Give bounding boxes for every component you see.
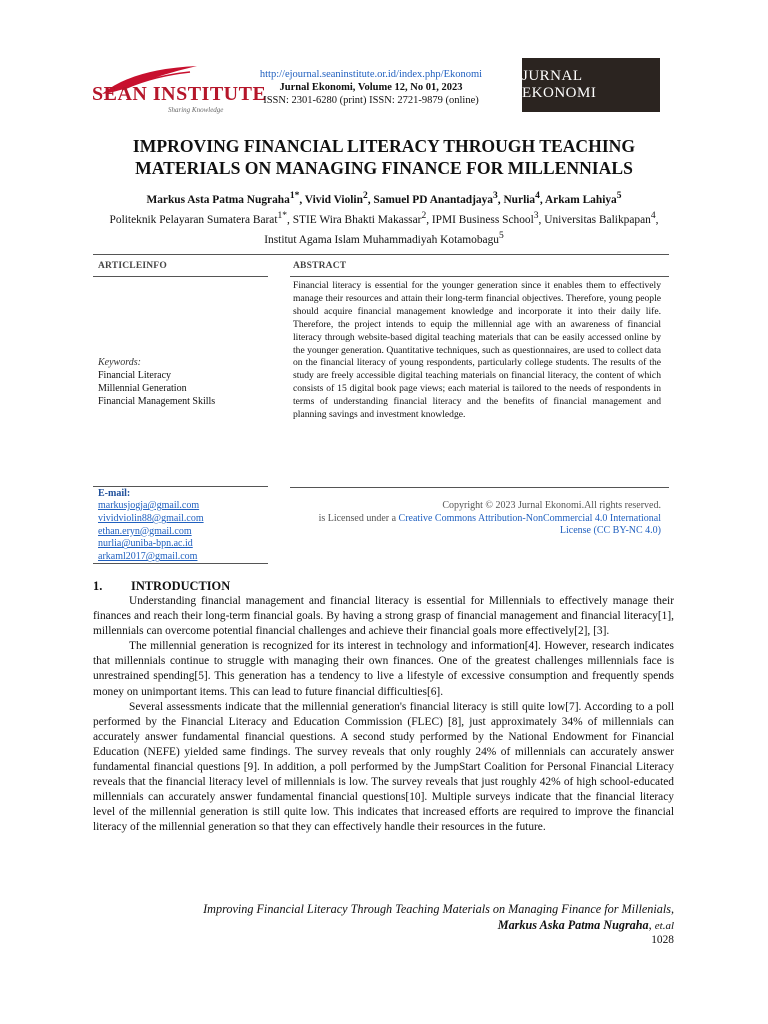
article-info-label: ARTICLEINFO: [98, 261, 167, 271]
author-list: Markus Asta Patma Nugraha$^{1*}$, Vivid Violin$^2$, Samuel PD Anantadjaya$^3$, Nurlia$^4$, Arkam Lahiya$^5$: [146, 191, 622, 206]
paragraph: The millennial generation is recognized for its interest in technology and information[4]. However, research indicates that millennials continue to struggle with managing their own finances. One of the greatest challenges millennials face is unrestrained spending[5]. This generation has a tendency to live a lifestyle of excessive consumption and frequently spends money on unimportant items. This can lead to future financial difficulties[6].: [93, 640, 674, 698]
affiliations: Politeknik Pelayaran Sumatera Barat$^{1*}$, STIE Wira Bhakti Makassar$^2$, IPMI Business School$^3$, Universitas Balikpapan$^4$, Institut Agama Islam Muhammadiyah Kotamobagu$^5$: [109, 211, 659, 246]
email-list: [98, 500, 204, 564]
keyword-item: Financial Literacy: [98, 370, 172, 381]
running-title: Improving Financial Literacy Through Teaching Materials on Managing Finance for Millenials,: [203, 902, 674, 916]
introduction-body: [93, 594, 674, 836]
email-link[interactable]: nurlia@uniba-bpn.ac.id: [98, 538, 193, 550]
keyword-list: [98, 369, 215, 408]
keyword-item: Financial Management Skills: [98, 396, 216, 407]
email-link[interactable]: arkaml2017@gmail.com: [98, 551, 198, 563]
running-author-name: Markus Aska Patma Nugraha: [497, 918, 649, 932]
journal-badge: JURNAL EKONOMI: [522, 58, 660, 112]
logo-text: SEAN INSTITUTE: [92, 83, 267, 105]
table-top-rule: [93, 254, 669, 255]
running-author: Markus Aska Patma Nugraha, et.al: [497, 918, 674, 932]
keywords-label: Keywords:: [98, 357, 141, 368]
journal-volume: Jurnal Ekonomi, Volume 12, No 01, 2023: [279, 82, 463, 93]
paper-title: IMPROVING FINANCIAL LITERACY THROUGH TEACHING MATERIALS ON MANAGING FINANCE FOR MILLENNIALS: [132, 136, 636, 178]
paragraph: Understanding financial management and financial literacy is essential for Millennials to effectively manage their finances and reach their long-term financial goals. By having a strong grasp of financial management and financial literacy[1], millennials can overcome potential financial challenges and achieve their financial goals more effectively[2], [3].: [93, 595, 674, 638]
email-label: E-mail:: [98, 488, 131, 499]
journal-issn: ISSN: 2301-6280 (print) ISSN: 2721-9879 (online): [263, 95, 479, 106]
paragraph: Several assessments indicate that the millennial generation's financial literacy is still quite low[7]. According to a poll performed by the Financial Literacy and Education Commission (FLEC) [8], just approximately 34% of millennials can accurately answer fundamental financial questions. A second study performed by the National Endowment for Financial Education (NEFE) yielded same findings. The survey reveals that only roughly 24% of millennials can accurately answer fundamental financial questions [9]. In addition, a poll performed by the JumpStart Coalition for Personal Financial Literacy reveals that the financial literacy level of millennials is low. The survey reveals that just roughly 42% of high school-educated millennials can accurately answer fundamental financial questions[10]. Multiple surveys indicate that the financial literacy level of the millennial generation is still quite low. This indicates that increased efforts are required to improve the financial literacy of the millennial generation so that they can effectively handle their resources in the future.: [93, 700, 674, 834]
abstract-label: ABSTRACT: [293, 261, 347, 271]
email-link[interactable]: markusjogja@gmail.com: [98, 500, 200, 511]
section-title: INTRODUCTION: [131, 579, 231, 593]
email-link[interactable]: vividviolin88@gmail.com: [98, 512, 204, 524]
email-link[interactable]: ethan.eryn@gmail.com: [98, 525, 192, 537]
info-rule: [93, 276, 268, 277]
email-rule: [93, 486, 268, 487]
page-number: 1028: [651, 934, 674, 946]
abstract-bottom-rule: [290, 487, 669, 488]
license-prefix: is Licensed under a: [318, 512, 399, 524]
abstract-rule: [290, 276, 669, 277]
section-number: 1.: [93, 579, 103, 593]
keyword-item: Millennial Generation: [98, 383, 187, 394]
journal-url-link[interactable]: http://ejournal.seaninstitute.or.id/index.php/Ekonomi: [259, 69, 483, 80]
abstract-text: Financial literacy is essential for the younger generation since it enables them to effectively manage their resources and attain their long-term financial objectives. Therefore, young people should acquire financial management knowledge and incorporate it into their daily life. Therefore, the project intends to equip the millennial age with an awareness of financial literacy through website-based digital teaching materials that can be easily accessed online by the younger generation. Quantitative techniques, such as questionnaires, are used to collect data on the financial literacy of young respondents, particularly college students. The results of the study are freely accessible digital teaching materials on financial literacy, the content of which consists of 15 digital book page views; each material is tailored to the needs of respondents in terms of understanding financial literacy and the benefits of financial management and planning savings and investment knowledge.: [293, 280, 661, 421]
logo-tagline: Sharing Knowledge: [168, 106, 224, 114]
copyright-text: Copyright © 2023 Jurnal Ekonomi.All rights reserved.: [442, 500, 661, 511]
email-bottom-rule: [93, 563, 268, 564]
section-heading: [93, 579, 230, 594]
running-author-etal: et.al: [654, 920, 674, 932]
license-block: [290, 500, 661, 538]
license-link[interactable]: Creative Commons Attribution-NonCommercial 4.0 International License (CC BY-NC 4.0): [398, 512, 661, 536]
journal-header: [226, 68, 516, 107]
